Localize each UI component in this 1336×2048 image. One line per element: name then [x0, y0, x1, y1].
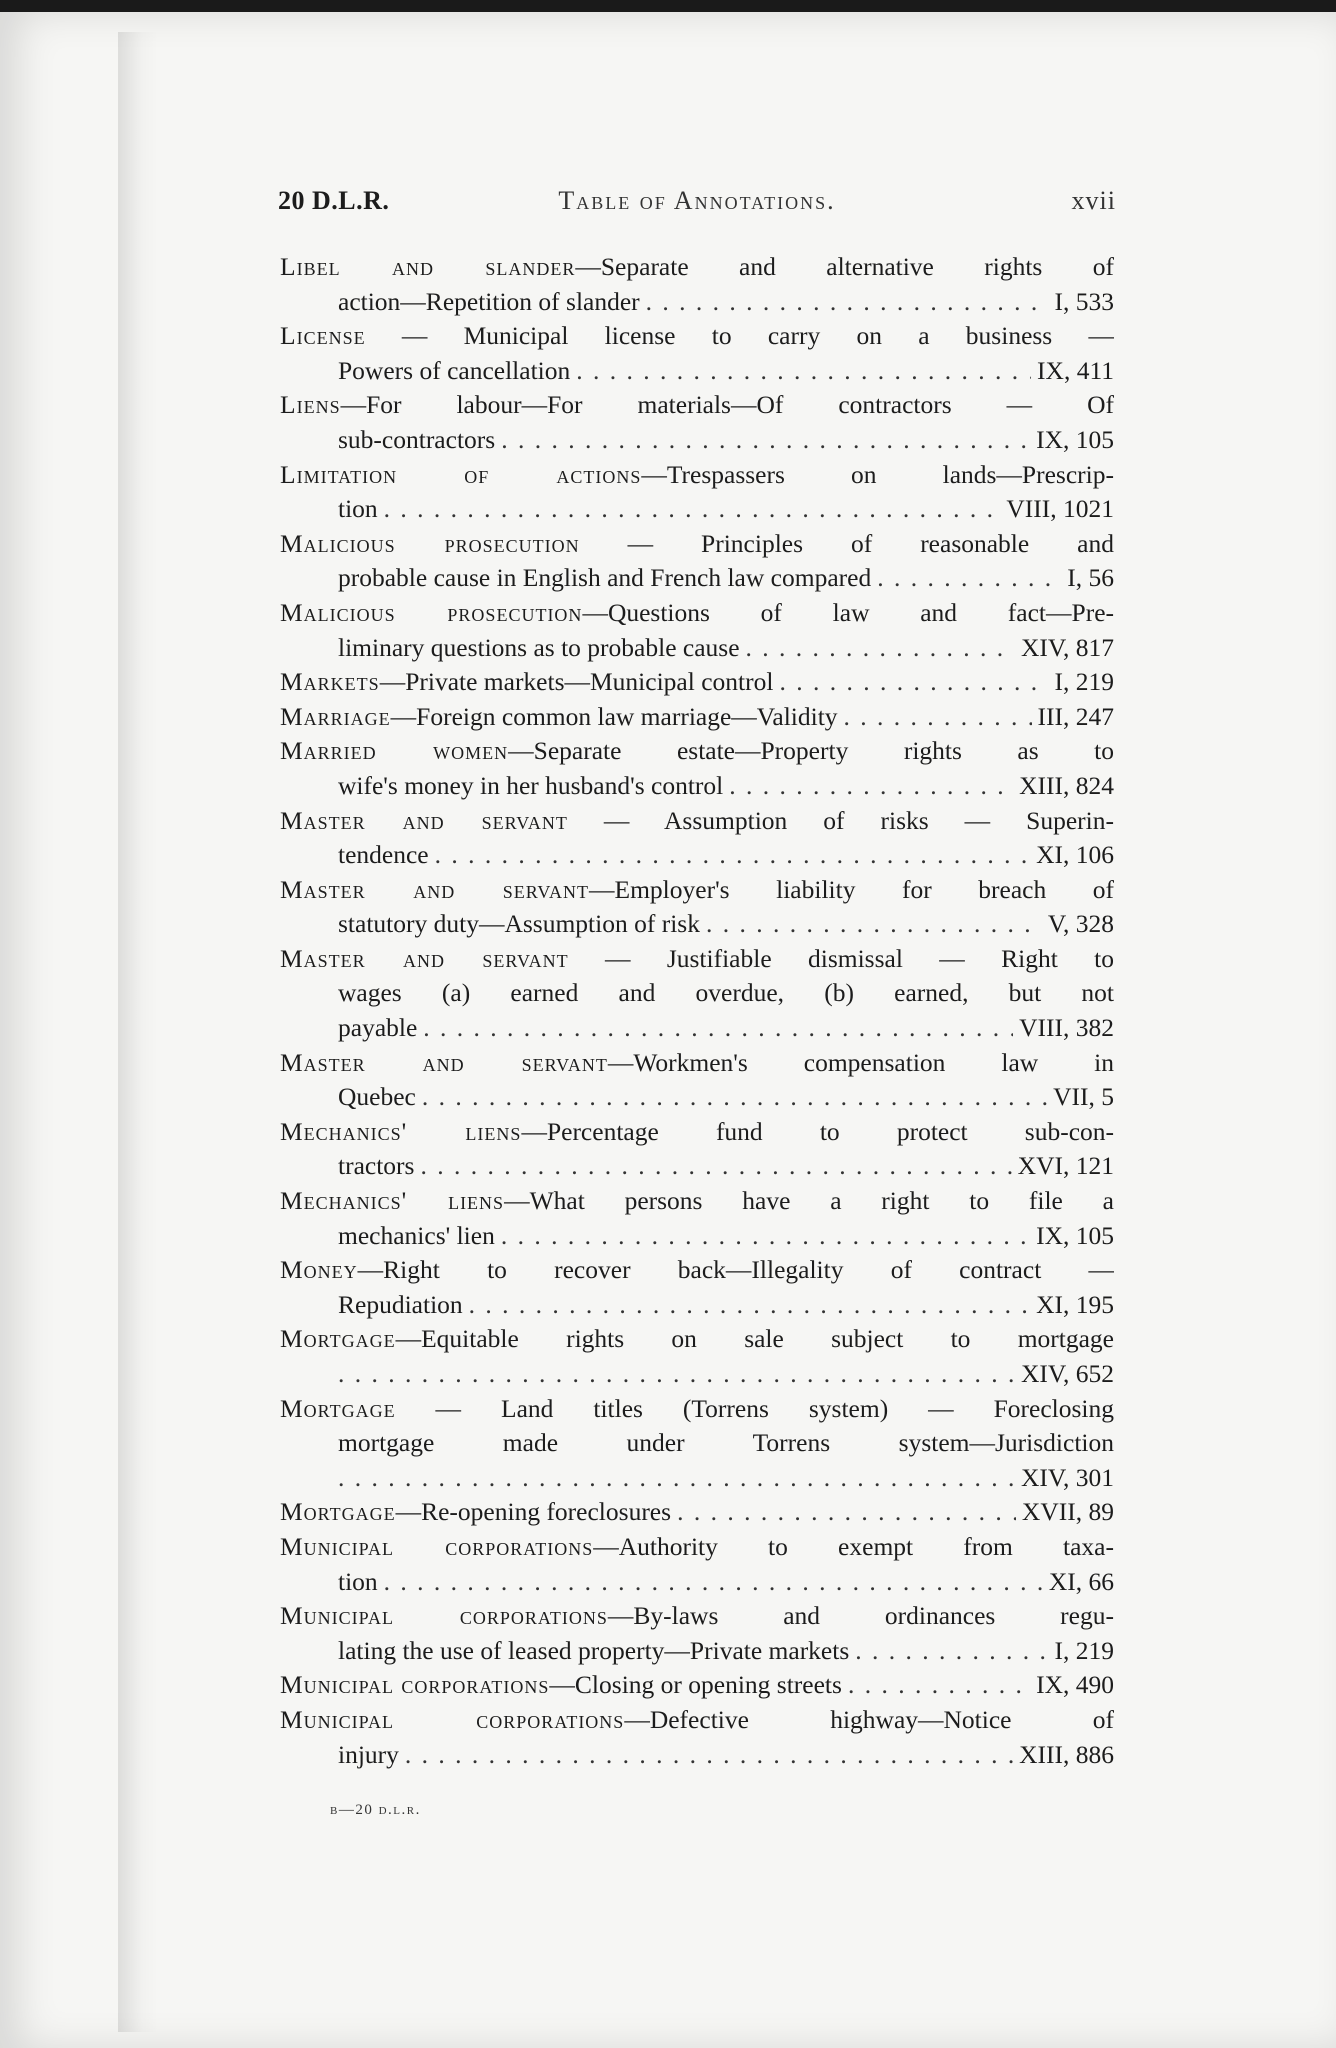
entry-continuation-text: tendence [338, 840, 429, 870]
annotation-entry [280, 1184, 1114, 1253]
dot-leader [706, 907, 1042, 942]
annotation-entry [280, 458, 1114, 527]
entry-final-line [280, 631, 1114, 666]
entry-heading: Mechanics' liens [280, 1186, 505, 1216]
volume-page-reference: XVII, 89 [1021, 1497, 1114, 1527]
dot-leader [844, 700, 1032, 735]
entry-final-line [280, 769, 1114, 804]
entry-description: —Defective highway—Notice of [624, 1704, 1114, 1734]
volume-page-reference: VIII, 1021 [1006, 494, 1114, 524]
dot-leader [338, 1461, 1015, 1496]
signature-mark: b—20 d.l.r. [330, 1802, 421, 1818]
entry-final-line [280, 665, 1114, 700]
entry-final-line [280, 423, 1114, 458]
entry-continuation-text: tractors [338, 1151, 415, 1181]
dot-leader [877, 561, 1061, 596]
entry-continuation-text: tion [338, 1566, 378, 1596]
entry-heading: Municipal corporations [280, 1601, 608, 1631]
entry-final-line [280, 285, 1114, 320]
annotation-entry [280, 734, 1114, 803]
page-spine-shadow [118, 32, 158, 2032]
entry-description: —By-laws and ordinances regu- [607, 1601, 1114, 1631]
entry-heading: Marriage [280, 701, 391, 731]
entry-continuation-line: mortgage made under Torrens system—Jurisdiction [338, 1428, 1114, 1458]
entry-heading: Mortgage [280, 1497, 396, 1527]
entry-description: —Employer's liability for breach of [589, 874, 1114, 904]
dot-leader [420, 1149, 1011, 1184]
annotation-entry [280, 1046, 1114, 1115]
entry-heading: Municipal corporations [280, 1670, 550, 1700]
volume-page-reference: XVI, 121 [1017, 1151, 1114, 1181]
entry-heading: Master and servant [280, 805, 568, 835]
entry-heading: Master and servant [280, 943, 569, 973]
volume-page-reference: XI, 66 [1048, 1566, 1114, 1596]
dot-leader [405, 1738, 1013, 1773]
entry-text [280, 700, 838, 735]
dot-leader [848, 1668, 1030, 1703]
entry-continuation-text: sub-contractors [338, 424, 496, 454]
book-page [0, 12, 1336, 2048]
annotation-entry [280, 942, 1114, 1046]
annotation-entry [280, 527, 1114, 596]
entry-continuation-text: Powers of cancellation [338, 355, 571, 385]
entry-final-line [280, 492, 1114, 527]
page-title: Table of Annotations. [558, 186, 836, 215]
entry-final-line [280, 561, 1114, 596]
entry-final-line [280, 1668, 1114, 1703]
annotation-entry [280, 700, 1114, 735]
entry-first-line [280, 1046, 1114, 1081]
volume-page-reference: I, 533 [1054, 286, 1114, 316]
annotation-entry [280, 250, 1114, 319]
volume-page-reference: XI, 106 [1036, 840, 1114, 870]
entry-first-line [280, 1184, 1114, 1219]
entry-final-line [280, 700, 1114, 735]
entry-first-line [280, 458, 1114, 493]
entry-final-line [280, 907, 1114, 942]
entry-description: —What persons have a right to file a [504, 1186, 1114, 1216]
entry-description: —Re-opening foreclosures [395, 1497, 672, 1527]
entry-heading: Money [280, 1255, 358, 1285]
entry-heading: Markets [280, 667, 380, 697]
entry-first-line [280, 1599, 1114, 1634]
entry-continuation-text: liminary questions as to probable cause [338, 632, 740, 662]
entry-continuation-text: injury [338, 1739, 399, 1769]
entry-description: —Closing or opening streets [549, 1670, 842, 1700]
entry-continuation-text: Quebec [338, 1082, 416, 1112]
annotation-entry [280, 1115, 1114, 1184]
volume-page-reference: XIV, 652 [1020, 1359, 1114, 1388]
entry-description: — Principles of reasonable and [579, 528, 1114, 558]
entry-description: —Percentage fund to protect sub-con- [521, 1116, 1114, 1146]
annotation-entry [280, 1322, 1114, 1391]
entry-final-line [280, 1634, 1114, 1669]
entry-first-line [280, 1392, 1114, 1427]
volume-page-reference: VIII, 382 [1019, 1013, 1114, 1043]
entry-final-line [280, 1080, 1114, 1115]
entry-text [280, 1495, 671, 1530]
entry-final-line [280, 354, 1114, 389]
entry-first-line [280, 804, 1114, 839]
entry-continuation-line: wages (a) earned and overdue, (b) earned, but not [338, 978, 1114, 1008]
dot-leader [729, 769, 1013, 804]
entry-first-line [280, 596, 1114, 631]
entry-heading: Municipal corporations [280, 1704, 625, 1734]
entry-heading: Mortgage [280, 1393, 396, 1423]
entry-description: —Right to recover back—Illegality of contract — [357, 1255, 1114, 1285]
entry-final-line [280, 1219, 1114, 1254]
dot-leader [423, 1011, 1013, 1046]
entry-first-line [280, 250, 1114, 285]
entry-final-line [280, 838, 1114, 873]
entry-description: —Authority to exempt from taxa- [593, 1531, 1114, 1561]
volume-page-reference: IX, 105 [1036, 1220, 1114, 1250]
entry-description: — Municipal license to carry on a business — [365, 321, 1114, 351]
entry-heading: Married women [280, 736, 509, 766]
entry-description: — Land titles (Torrens system) — Foreclosing [395, 1393, 1114, 1423]
dot-leader [384, 1565, 1043, 1600]
dot-leader [469, 1288, 1030, 1323]
entry-heading: Malicious prosecution [280, 528, 580, 558]
dot-leader [384, 492, 1001, 527]
entry-description: —Equitable rights on sale subject to mortgage [395, 1324, 1114, 1354]
annotation-entry [280, 388, 1114, 457]
entry-heading: Liens [280, 390, 341, 420]
entry-continuation-text: action—Repetition of slander [338, 286, 640, 316]
entry-continuation-text: probable cause in English and French law compared [338, 563, 872, 593]
entry-final-line [280, 1149, 1114, 1184]
dot-leader [779, 665, 1048, 700]
entry-continuation-text: Repudiation [338, 1289, 463, 1319]
entry-description: —Separate and alternative rights of [575, 252, 1114, 281]
volume-page-reference: XIII, 824 [1019, 770, 1114, 800]
volume-label: 20 D.L.R. [278, 186, 390, 215]
annotation-entry [280, 1599, 1114, 1668]
entry-first-line [280, 1322, 1114, 1357]
page-number: xvii [1071, 186, 1116, 215]
annotations-list [280, 250, 1114, 1772]
dot-leader [435, 838, 1030, 873]
annotation-entry [280, 1668, 1114, 1703]
volume-page-reference: I, 219 [1054, 667, 1114, 697]
entry-heading: Mortgage [280, 1324, 396, 1354]
entry-first-line [280, 1253, 1114, 1288]
volume-page-reference: III, 247 [1037, 701, 1114, 731]
volume-page-reference: I, 219 [1054, 1635, 1114, 1665]
entry-first-line [280, 873, 1114, 908]
entry-text [280, 665, 773, 700]
dot-leader [746, 631, 1015, 666]
entry-first-line [280, 1115, 1114, 1150]
annotation-entry [280, 1703, 1114, 1772]
running-header [278, 186, 1116, 226]
entry-final-line [280, 1357, 1114, 1392]
entry-first-line [280, 1703, 1114, 1738]
entry-final-line [280, 1495, 1114, 1530]
entry-description: —For labour—For materials—Of contractors — Of [340, 390, 1114, 420]
annotation-entry [280, 873, 1114, 942]
dot-leader [501, 1219, 1030, 1254]
dot-leader [422, 1080, 1047, 1115]
entry-description: —Questions of law and fact—Pre- [582, 597, 1114, 627]
entry-heading: Limitation of actions [280, 459, 642, 489]
annotation-entry [280, 804, 1114, 873]
entry-heading: Libel and slander [280, 252, 576, 281]
entry-heading: Master and servant [280, 1047, 608, 1077]
entry-heading: Malicious prosecution [280, 597, 583, 627]
entry-first-line [280, 388, 1114, 423]
entry-final-line [280, 1288, 1114, 1323]
entry-text [280, 1668, 842, 1703]
volume-page-reference: IX, 490 [1036, 1670, 1114, 1700]
entry-first-line [280, 1530, 1114, 1565]
entry-description: — Justifiable dismissal — Right to [568, 943, 1114, 973]
entry-final-line [280, 1011, 1114, 1046]
volume-page-reference: V, 328 [1047, 909, 1114, 939]
annotation-entry [280, 319, 1114, 388]
entry-final-line [280, 1738, 1114, 1773]
entry-first-line [280, 527, 1114, 562]
annotation-entry [280, 665, 1114, 700]
dot-leader [501, 423, 1030, 458]
annotation-entry [280, 1253, 1114, 1322]
dot-leader [677, 1495, 1016, 1530]
entry-continuation-text: tion [338, 494, 378, 524]
entry-first-line [280, 734, 1114, 769]
volume-page-reference: I, 56 [1067, 563, 1114, 593]
entry-first-line [280, 942, 1114, 977]
annotation-entry [280, 1530, 1114, 1599]
dot-leader [646, 285, 1049, 320]
entry-continuation-text: mechanics' lien [338, 1220, 495, 1250]
annotation-entry [280, 1495, 1114, 1530]
volume-page-reference: XIV, 301 [1020, 1462, 1114, 1492]
annotation-entry [280, 596, 1114, 665]
volume-page-reference: XI, 195 [1036, 1289, 1114, 1319]
volume-page-reference: VII, 5 [1053, 1082, 1114, 1112]
entry-heading: License [280, 321, 366, 351]
volume-page-reference: XIII, 886 [1019, 1739, 1114, 1769]
entry-final-line [280, 1461, 1114, 1496]
annotation-entry [280, 1392, 1114, 1496]
entry-continuation-text: wife's money in her husband's control [338, 770, 724, 800]
entry-description: — Assumption of risks — Superin- [567, 805, 1114, 835]
dot-leader [338, 1357, 1015, 1392]
entry-continuation-text: payable [338, 1013, 418, 1043]
entry-first-line [280, 319, 1114, 354]
entry-continuation-text: statutory duty—Assumption of risk [338, 909, 700, 939]
entry-heading: Master and servant [280, 874, 590, 904]
entry-description: —Private markets—Municipal control [379, 667, 774, 697]
entry-description: —Trespassers on lands—Prescrip- [641, 459, 1114, 489]
dot-leader [855, 1634, 1048, 1669]
entry-continuation-text: lating the use of leased property—Private markets [338, 1635, 850, 1665]
dot-leader [576, 354, 1031, 389]
volume-page-reference: IX, 105 [1036, 424, 1114, 454]
entry-description: —Workmen's compensation law in [607, 1047, 1114, 1077]
entry-description: —Separate estate—Property rights as to [508, 736, 1114, 766]
volume-page-reference: IX, 411 [1037, 355, 1114, 385]
volume-page-reference: XIV, 817 [1020, 632, 1114, 662]
entry-final-line [280, 1565, 1114, 1600]
entry-heading: Municipal corporations [280, 1531, 594, 1561]
entry-description: —Foreign common law marriage—Validity [390, 701, 838, 731]
entry-heading: Mechanics' liens [280, 1116, 522, 1146]
